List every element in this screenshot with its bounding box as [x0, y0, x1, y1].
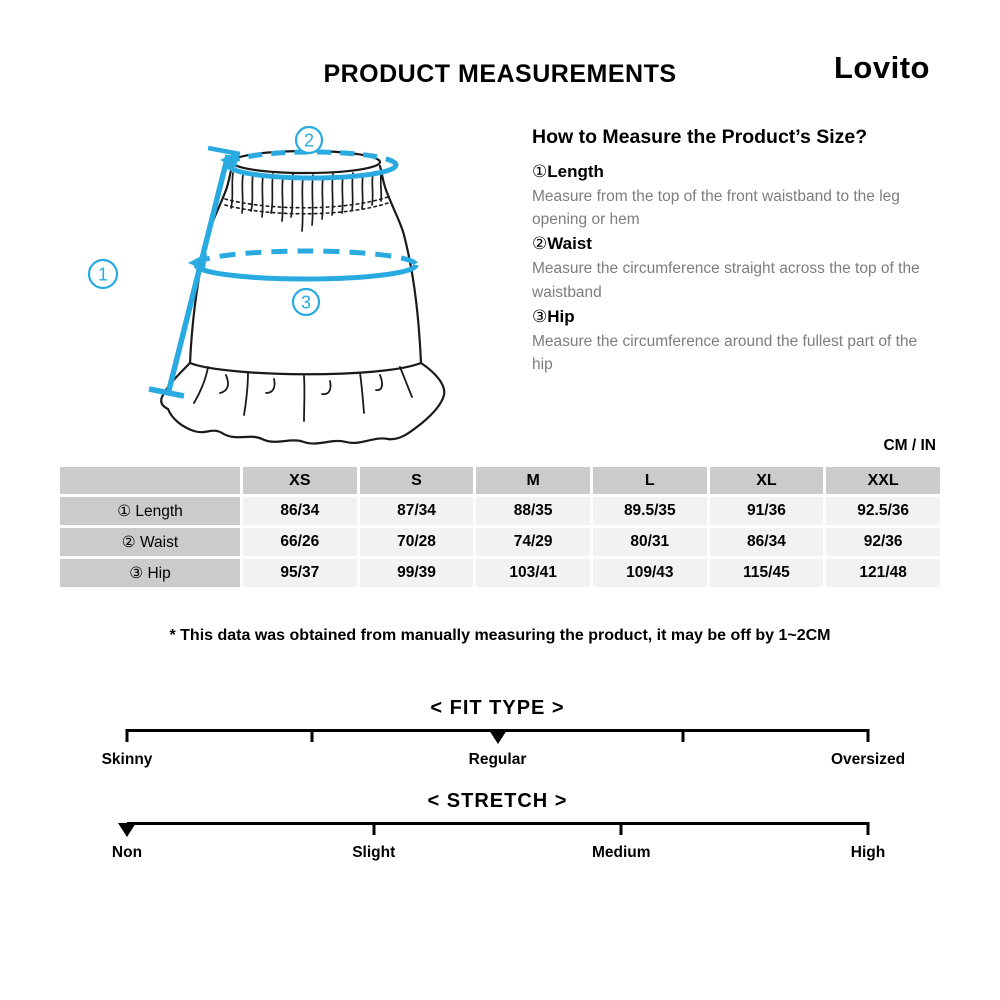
size-table-row — [60, 497, 940, 525]
scale-tick — [311, 729, 314, 742]
how-to-item-description: Measure from the top of the front waistband to the leg opening or hem — [532, 187, 900, 229]
scale-option-label: Non — [111, 844, 143, 861]
svg-text:3: 3 — [300, 292, 312, 313]
hip-measure-line — [188, 251, 416, 279]
measurement-value-cell: 86/34 — [710, 528, 824, 556]
measurement-value-cell: 91/36 — [710, 497, 824, 525]
scale-tick — [681, 729, 684, 742]
how-to-item-waist — [532, 233, 934, 303]
stretch-scale — [111, 790, 886, 866]
fit-type-track — [127, 729, 868, 732]
size-table-row — [60, 559, 940, 587]
svg-text:2: 2 — [303, 130, 315, 151]
stretch-title: < STRETCH > — [427, 790, 568, 812]
scale-tick — [620, 822, 623, 835]
measurement-value-cell: 109/43 — [593, 559, 707, 587]
callout-3-hip — [293, 289, 319, 315]
measurement-value-cell: 70/28 — [360, 528, 474, 556]
scale-option-label: Slight — [352, 844, 396, 861]
scale-option-label: Medium — [591, 844, 651, 861]
measurement-value-cell: 121/48 — [826, 559, 940, 587]
svg-text:1: 1 — [97, 264, 109, 285]
how-to-item-title: ③Hip — [532, 306, 575, 326]
size-column-header: S — [360, 467, 474, 494]
measurement-value-cell: 66/26 — [243, 528, 357, 556]
measurement-value-cell: 92.5/36 — [826, 497, 940, 525]
measurement-value-cell: 115/45 — [710, 559, 824, 587]
how-to-item-length — [532, 161, 934, 231]
size-table-wrap — [57, 464, 943, 590]
measurement-value-cell: 80/31 — [593, 528, 707, 556]
circled-1-icon: ① — [532, 162, 548, 181]
size-table-corner-cell — [60, 467, 240, 494]
circled-2-icon: ② — [532, 234, 548, 254]
scale-tick — [867, 822, 870, 835]
stretch-track — [127, 822, 868, 825]
scale-option-label: Regular — [468, 751, 527, 768]
scale-option-label: Oversized — [830, 751, 906, 768]
measurement-value-cell: 99/39 — [360, 559, 474, 587]
fit-type-labels — [101, 751, 906, 773]
how-to-item-hip — [532, 306, 934, 376]
size-table-header-row — [60, 467, 940, 494]
how-to-item-title: ①Length — [532, 162, 604, 181]
size-column-header: XXL — [826, 467, 940, 494]
measurement-value-cell: 92/36 — [826, 528, 940, 556]
how-to-item-title: ②Waist — [532, 234, 592, 254]
circled-3-icon: ③ — [532, 306, 548, 326]
callout-1-length — [89, 260, 117, 288]
scale-tick — [867, 729, 870, 742]
measure-row-label: ③ Hip — [60, 559, 240, 587]
how-to-item-description: Measure the circumference around the fullest part of the hip — [532, 332, 918, 374]
callout-2-waist — [296, 127, 322, 153]
size-column-header: XS — [243, 467, 357, 494]
how-to-heading: How to Measure the Product’s Size? — [532, 126, 868, 148]
scale-marker-icon — [489, 730, 507, 744]
measurement-value-cell: 88/35 — [476, 497, 590, 525]
page-title: PRODUCT MEASUREMENTS — [323, 60, 677, 88]
unit-label: CM / IN — [883, 437, 936, 454]
size-column-header: XL — [710, 467, 824, 494]
size-table — [57, 464, 943, 590]
scale-marker-icon — [118, 823, 136, 837]
measurement-value-cell: 86/34 — [243, 497, 357, 525]
size-column-header: L — [593, 467, 707, 494]
skirt-diagram — [60, 113, 510, 458]
measurement-value-cell: 87/34 — [360, 497, 474, 525]
measure-row-label: ① Length — [60, 497, 240, 525]
measure-row-label: ② Waist — [60, 528, 240, 556]
stretch-labels — [111, 844, 886, 866]
fit-type-scale — [101, 697, 906, 773]
scale-option-label: Skinny — [101, 751, 153, 768]
measurement-value-cell: 103/41 — [476, 559, 590, 587]
disclaimer-note: * This data was obtained from manually measuring the product, it may be off by 1~2CM — [169, 627, 831, 644]
length-measure-line — [149, 148, 240, 396]
measurement-value-cell: 95/37 — [243, 559, 357, 587]
measurement-value-cell: 74/29 — [476, 528, 590, 556]
scale-tick — [126, 729, 129, 742]
scale-tick — [372, 822, 375, 835]
size-column-header: M — [476, 467, 590, 494]
fit-type-title: < FIT TYPE > — [430, 697, 565, 719]
how-to-measure-section — [532, 126, 934, 378]
brand-logo: Lovito — [834, 50, 930, 85]
how-to-item-description: Measure the circumference straight across the top of the waistband — [532, 260, 920, 301]
measurement-value-cell: 89.5/35 — [593, 497, 707, 525]
size-table-row — [60, 528, 940, 556]
scale-option-label: High — [850, 844, 886, 861]
